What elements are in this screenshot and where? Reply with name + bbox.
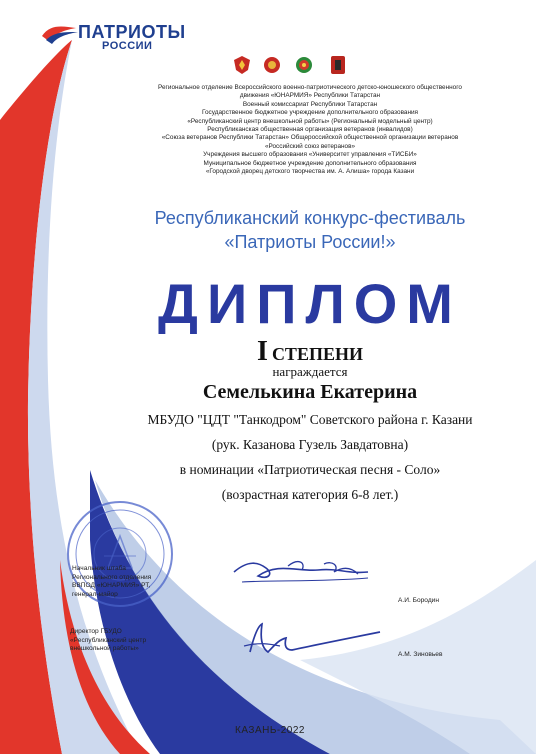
contest-title-line2: «Патриоты России!»: [224, 232, 396, 252]
signatory-2-name: А.М. Зиновьев: [398, 651, 443, 658]
signatory-title-line: внешкольной работы»: [70, 645, 139, 653]
flag-logo-icon: [40, 22, 80, 46]
organization-line: Военный комиссариат Республики Татарстан: [242, 100, 378, 108]
contest-title-line1: Республиканский конкурс-фестиваль: [154, 208, 466, 228]
degree-roman: I: [257, 336, 268, 367]
organization-line: «Республиканский центр внешкольной работы» (Региональный модельный центр): [187, 117, 433, 125]
signatory-title-line: «Республиканский центр: [70, 636, 147, 644]
diploma-heading: ДИПЛОМ: [158, 272, 462, 335]
organization-line: Региональное отделение Всероссийского военно-патриотического детско-юношеского общественного: [158, 84, 462, 91]
signature-borodin: [228, 552, 378, 592]
signatory-title-line: генерал-майор: [72, 590, 118, 598]
signatory-2-title: [70, 628, 146, 654]
military-commissariat-emblem-icon: [263, 55, 281, 75]
patriots-logo: [40, 20, 200, 60]
university-emblem-icon: [329, 55, 347, 75]
organization-line: «Городской дворец детского творчества им. А. Алиша» города Казани: [205, 168, 415, 176]
city-year: КАЗАНЬ-2022: [235, 725, 305, 736]
organizations-list: [120, 84, 500, 176]
organization-line: Муниципальное бюджетное учреждение дополнительного образования: [203, 159, 417, 167]
logo-text-line1: ПАТРИОТЫ: [78, 22, 186, 42]
signatory-1-name: А.И. Бородин: [398, 597, 439, 604]
degree-word: СТЕПЕНИ: [271, 344, 363, 364]
nomination: в номинации «Патриотическая песня - Соло»: [179, 462, 441, 477]
signatory-title-line: Начальник штаба: [72, 565, 126, 572]
yunarmiya-emblem-icon: [233, 55, 251, 75]
leader-name: (рук. Казанова Гузель Завдатовна): [211, 437, 409, 452]
organization-line: Учреждения высшего образования «Университет управления «ТИСБИ»: [203, 151, 417, 159]
organization-line: «Российский союз ветеранов»: [264, 142, 356, 150]
signatory-title-line: Регионального отделения: [72, 573, 152, 581]
contest-title: [120, 206, 500, 254]
school-name: МБУДО "ЦДТ "Танкодром" Советского района г. Казани: [147, 412, 473, 427]
age-category: (возрастная категория 6-8 лет.): [221, 487, 399, 502]
emblems-row: [233, 55, 373, 79]
recipient-name: Семелькина Екатерина: [202, 381, 418, 403]
veterans-emblem-icon: [295, 55, 313, 75]
signatory-title-line: Директор ГБУДО: [70, 628, 122, 635]
signatory-title-line: ВВПОД «ЮНАРМИЯ» РТ,: [72, 582, 151, 590]
organization-line: движения «ЮНАРМИЯ» Республики Татарстан: [239, 92, 381, 100]
awarded-label: награждается: [272, 364, 348, 379]
signatory-1-title: [72, 565, 151, 599]
organization-line: Государственное бюджетное учреждение дополнительного образования: [201, 109, 419, 117]
signature-zinovyev: [240, 616, 390, 660]
logo-text-line2: РОССИИ: [102, 40, 153, 52]
organization-line: Республиканская общественная организация ветеранов (инвалидов): [207, 126, 413, 134]
organization-line: «Союза ветеранов Республики Татарстан» Общероссийской общественной организации ветеранов: [161, 134, 459, 142]
